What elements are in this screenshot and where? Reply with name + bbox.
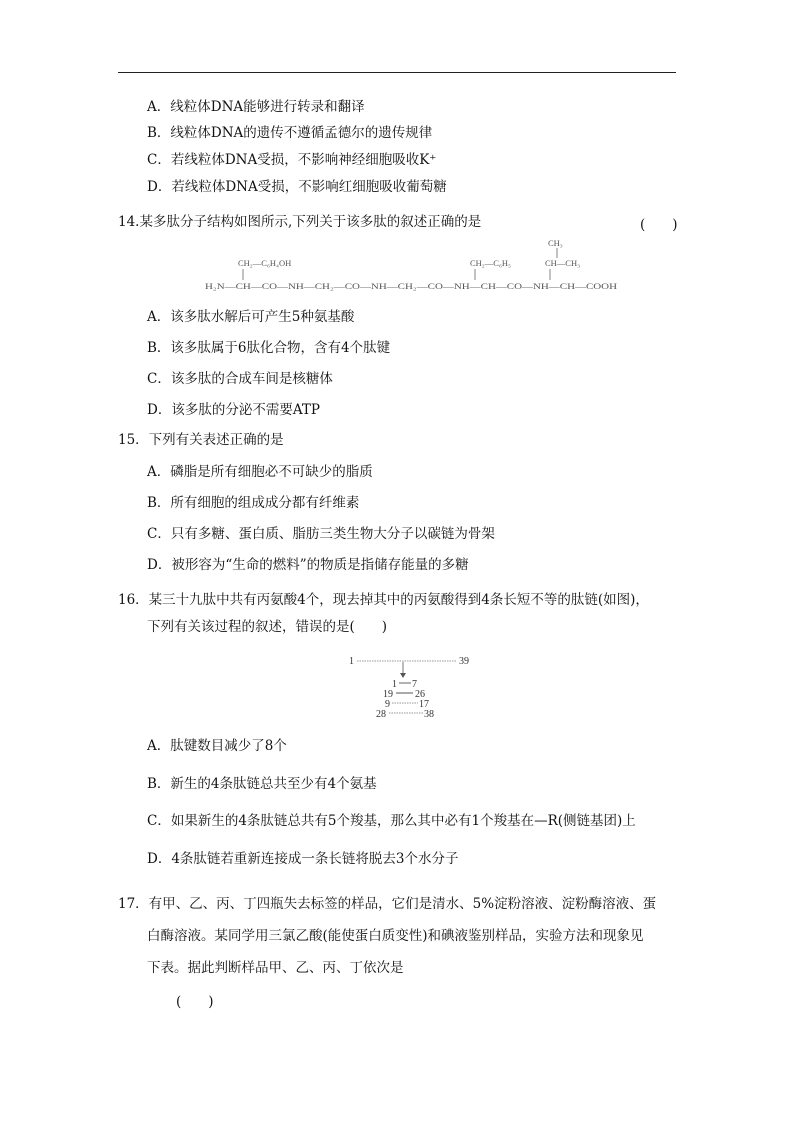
q13-option-d: D．若线粒体DNA受损，不影响红细胞吸收葡萄糖	[147, 179, 447, 195]
q16-option-b: B．新生的4条肽链总共至少有4个氨基	[147, 776, 377, 792]
diagram-r4-left: 28	[376, 709, 386, 720]
diagram-r3-left: 9	[385, 699, 390, 710]
q15-option-a: A．磷脂是所有细胞必不可缺少的脂质	[147, 464, 373, 480]
q13-option-c: C．若线粒体DNA受损，不影响神经细胞吸收K⁺	[147, 152, 437, 168]
q15-option-d: D．被形容为“生命的燃料”的物质是指储存能量的多糖	[147, 557, 469, 573]
q17-stem-line2: 白酶溶液。某同学用三氯乙酸(能使蛋白质变性)和碘液鉴别样品，实验方法和现象见	[147, 928, 644, 944]
side1-label: CH₂—C₆H₄OH	[238, 258, 292, 268]
q16-stem-line1: 16．某三十九肽中共有丙氨酸4个，现去掉其中的丙氨酸得到4条长短不等的肽链(如图)，	[118, 592, 649, 608]
q16-stem-line2: 下列有关该过程的叙述，错误的是( )	[147, 619, 388, 635]
q14-option-b: B．该多肽属于6肽化合物，含有4个肽键	[147, 340, 391, 356]
header-rule	[118, 72, 676, 73]
main-chain-label: H₂N—CH—CO—NH—CH₂—CO—NH—CH₂—CO—NH—CH—CO—NH—CH—COOH	[205, 281, 617, 291]
diagram-r2-left: 19	[383, 689, 393, 700]
q14-option-a: A．该多肽水解后可产生5种氨基酸	[147, 309, 355, 325]
side2-label: CH₂—C₆H₅	[470, 258, 512, 268]
side3-top-label: CH₃	[548, 238, 563, 248]
q14-option-c: C．该多肽的合成车间是核糖体	[147, 371, 333, 387]
q14-polypeptide-structure	[205, 236, 625, 296]
q14-option-d: D．该多肽的分泌不需要ATP	[147, 402, 320, 418]
diagram-label-1: 1	[349, 656, 354, 667]
q14-answer-paren: ( )	[640, 217, 678, 233]
diagram-r2-right: 26	[415, 689, 425, 700]
q15-option-c: C．只有多糖、蛋白质、脂肪三类生物大分子以碳链为骨架	[147, 526, 495, 542]
q16-peptide-diagram	[345, 652, 475, 722]
diagram-r1-left: 1	[392, 679, 397, 690]
q16-option-a: A．肽键数目减少了8个	[147, 738, 287, 754]
q13-option-a: A．线粒体DNA能够进行转录和翻译	[147, 99, 365, 115]
diagram-r4-right: 38	[424, 709, 434, 720]
q17-stem-line3: 下表。据此判断样品甲、乙、丙、丁依次是	[147, 960, 404, 976]
q16-option-c: C．如果新生的4条肽链总共有5个羧基，那么其中必有1个羧基在—R(侧链基团)上	[147, 813, 636, 829]
q17-stem-line1: 17．有甲、乙、丙、丁四瓶失去标签的样品，它们是清水、5%淀粉溶液、淀粉酶溶液、蛋	[118, 896, 657, 912]
diagram-r1-right: 7	[412, 679, 417, 690]
diagram-label-39: 39	[459, 656, 469, 667]
q17-answer-paren: ( )	[176, 994, 214, 1010]
q14-stem: 14.某多肽分子结构如图所示,下列关于该多肽的叙述正确的是	[118, 214, 482, 230]
diagram-r3-right: 17	[419, 699, 429, 710]
q13-option-b: B．线粒体DNA的遗传不遵循孟德尔的遗传规律	[147, 125, 433, 141]
q15-option-b: B．所有细胞的组成成分都有纤维素	[147, 495, 360, 511]
q16-option-d: D．4条肽链若重新连接成一条长链将脱去3个水分子	[147, 851, 459, 867]
side3-label: CH—CH₃	[545, 258, 581, 268]
q15-stem: 15．下列有关表述正确的是	[118, 432, 284, 448]
